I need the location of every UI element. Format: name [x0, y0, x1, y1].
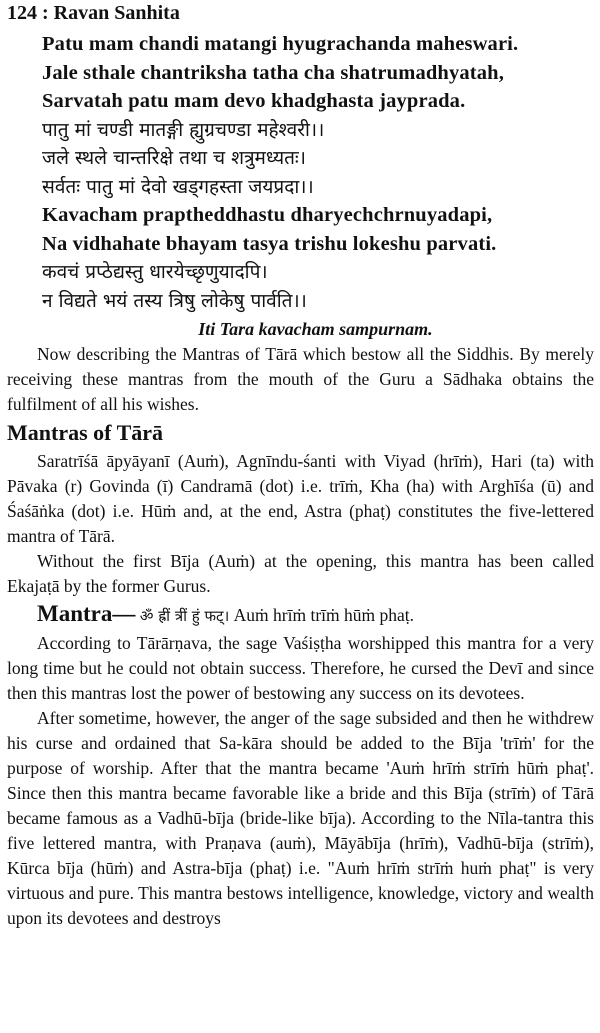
vasistha-paragraph: According to Tārārṇava, the sage Vaśiṣṭha worshipped this mantra for a very long time but he could not obtain success. Therefore, he cursed the Devī and since then this mantras lost the power of bestowing any success on its devotees. — [7, 633, 594, 703]
verse-line: Sarvatah patu mam devo khadghasta jaypradа. — [42, 90, 466, 112]
section-heading: Mantras of Tārā — [7, 420, 164, 445]
mantra-label: Mantra — [37, 601, 113, 626]
verse-line-devanagari: कवचं प्रप्ठेद्यस्तु धारयेच्छृणुयादपि। — [42, 261, 268, 283]
verse-line: Patu mam chandi matangi hyugrachanda maheswari. — [42, 33, 519, 55]
verse-block-2 — [7, 201, 594, 315]
mantra-line — [7, 599, 594, 631]
verse-line-devanagari: जले स्थले चान्तरिक्षे तथा च शत्रुमध्यतः। — [42, 147, 306, 169]
page-number: 124 — [7, 2, 37, 24]
verse-line: Na vidhahate bhayam tasya trishu lokeshu parvati. — [42, 232, 497, 255]
verse-line: Jale sthale chantriksha tatha cha shatrumadhyatah, — [42, 61, 504, 84]
verse-line-devanagari: पातु मां चण्डी मातङ्गी ह्युग्रचण्डा महेश्वरी।। — [42, 118, 325, 141]
mantra-devanagari: ॐ ह्रीं त्रीं हुं फट्। — [139, 607, 230, 625]
book-title: Ravan Sanhita — [53, 2, 180, 24]
verse-line: Kavacham praptheddhastu dharyechchrnuyadapi, — [42, 204, 493, 226]
verse-line-devanagari: न विद्यते भयं तस्य त्रिषु लोकेषु पार्वति।। — [42, 289, 307, 312]
verse-line-devanagari: सर्वतः पातु मां देवो खड्गहस्ता जयप्रदा।। — [42, 175, 314, 198]
mantra-roman: Auṁ hrīṁ trīṁ hūṁ phaṭ. — [233, 605, 415, 625]
verse-block-1 — [7, 30, 594, 201]
header-separator: : — [42, 2, 49, 24]
intro-paragraph: Now describing the Mantras of Tārā which bestow all the Siddhis. By merely receiving these mantras from the mouth of the Guru a Sādhaka obtains the fulfilment of all his wishes. — [7, 344, 594, 414]
mantra-dash: — — [112, 601, 136, 626]
colophon: Iti Tara kavacham sampurnam. — [198, 319, 433, 339]
curse-paragraph: After sometime, however, the anger of the sage subsided and then he withdrew his curse and ordained that Sa-kāra should be added to the Bīja 'trīṁ' for the purpose of worship. After that the mantra became 'Auṁ hrīṁ strīṁ hūṁ phaṭ'. Since then this mantra became favorable like a bride and this Bīja (strīṁ) of Tārā became famous as a Vadhū-bīja (bride-like bīja). According to the Nīla-tantra this five lettered mantra, with Praṇava (auṁ), Māyābīja (hrīṁ), Vadhū-bīja (strīṁ), Kūrca bīja (hūṁ) and Astra-bīja (phaṭ) i.e. "Auṁ hrīṁ strīṁ huṁ phaṭ" is very virtuous and pure. This mantra bestows intelligence, knowledge, victory and wealth upon its devotees and destroys — [7, 708, 594, 928]
ekajata-paragraph: Without the first Bīja (Auṁ) at the opening, this mantra has been called Ekajaṭā by the former Gurus. — [7, 551, 594, 596]
running-header — [7, 0, 594, 30]
composition-paragraph: Saratrīśā āpyāyanī (Auṁ), Agnīndu-śanti with Viyad (hrīṁ), Hari (ta) with Pāvaka (r) Govinda (ī) Candramā (dot) i.e. trīṁ, Kha (ha) with Arghīśa (ū) and Śaśāṅka (dot) i.e. Hūṁ and, at the end, Astra (phaṭ) constitutes the five-lettered mantra of Tārā. — [7, 451, 594, 546]
